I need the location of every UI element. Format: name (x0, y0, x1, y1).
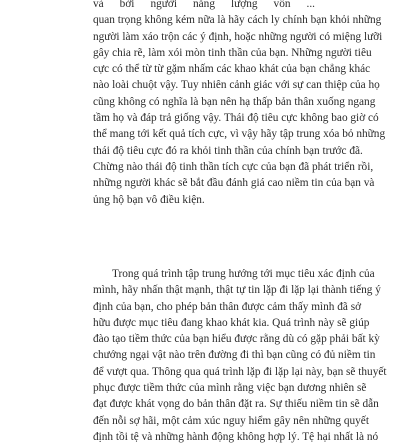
text-line: hữu được mục tiêu đang khao khát kia. Quá trình này sẽ giúp (93, 316, 370, 329)
text-line: đến nỗi sợ hãi, một cảm xúc nguy hiểm gây nên những quyết (93, 414, 369, 427)
paragraph-2 (93, 266, 387, 445)
text-line: thể mang tới kết quả tích cực, vì vậy hãy tập trung xóa bỏ những (93, 128, 386, 141)
text-line: định của bạn, cho phép bản thân được cảm thấy mình đã sở (93, 300, 362, 313)
text-line: thái độ tiêu cực đó ra khỏi tinh thần của chính bạn trước đã. (93, 144, 363, 157)
text-line: phục được tiềm thức của mình rằng việc bạn dương nhiên sẽ (93, 382, 367, 395)
text-line: chướng ngại vật nào trên đường đi thì bạn cũng có đủ niềm tin (93, 349, 376, 362)
text-line: những người khác sẽ bắt đầu đánh giá cao niềm tin của bạn và (93, 177, 375, 190)
text-line: Chừng nào thái độ tinh thần tích cực của bạn đã phát triển rồi, (93, 160, 374, 173)
text-line: và bởi người năng lượng vốn ... (93, 0, 315, 10)
text-line: nào loài chuột vậy. Tuy nhiên cảnh giác với sự can thiệp của họ (93, 79, 380, 92)
text-line: người làm xáo trộn các ý định, hoặc những người có miệng lưỡi (93, 30, 383, 43)
text-line: cực có thể từ từ gặm nhấm các khao khát của bạn chẳng khác (93, 63, 371, 76)
text-line: định tồi tệ và những hành động không hợp lý. Tệ hại nhất là nó (93, 430, 379, 443)
paragraph-1 (93, 0, 386, 208)
text-line: để vượt qua. Thông qua quá trình lặp đi lặp lại này, bạn sẽ thuyết (93, 365, 387, 378)
text-line: mình, hãy nhấn thật mạnh, thật tự tin lặp đi lặp lại thành tiếng ý (93, 284, 381, 297)
text-line: đạt được khát vọng do bản thân đặt ra. Sự thiếu niềm tin sẽ dẫn (93, 398, 379, 411)
text-line: Trong quá trình tập trung hướng tới mục tiêu xác định của (112, 268, 375, 280)
text-line: đào tạo tiềm thức của bạn hiểu được rằng dù có gặp phải bất kỳ (93, 333, 380, 346)
text-line: quan trọng không kém nữa là hãy cách ly chính bạn khỏi những (93, 14, 382, 27)
text-line: cũng không có nghĩa là bạn nên hạ thấp bản thân xuống ngang (93, 95, 376, 108)
text-line: tầm họ và đáp trả giống vậy. Thái độ tiêu cực không bao giờ có (93, 112, 379, 125)
text-line: gây chia rẽ, làm xói mòn tinh thần của bạn. Những người tiêu (93, 46, 372, 59)
text-line: ủng hộ bạn vô điều kiện. (93, 193, 205, 206)
